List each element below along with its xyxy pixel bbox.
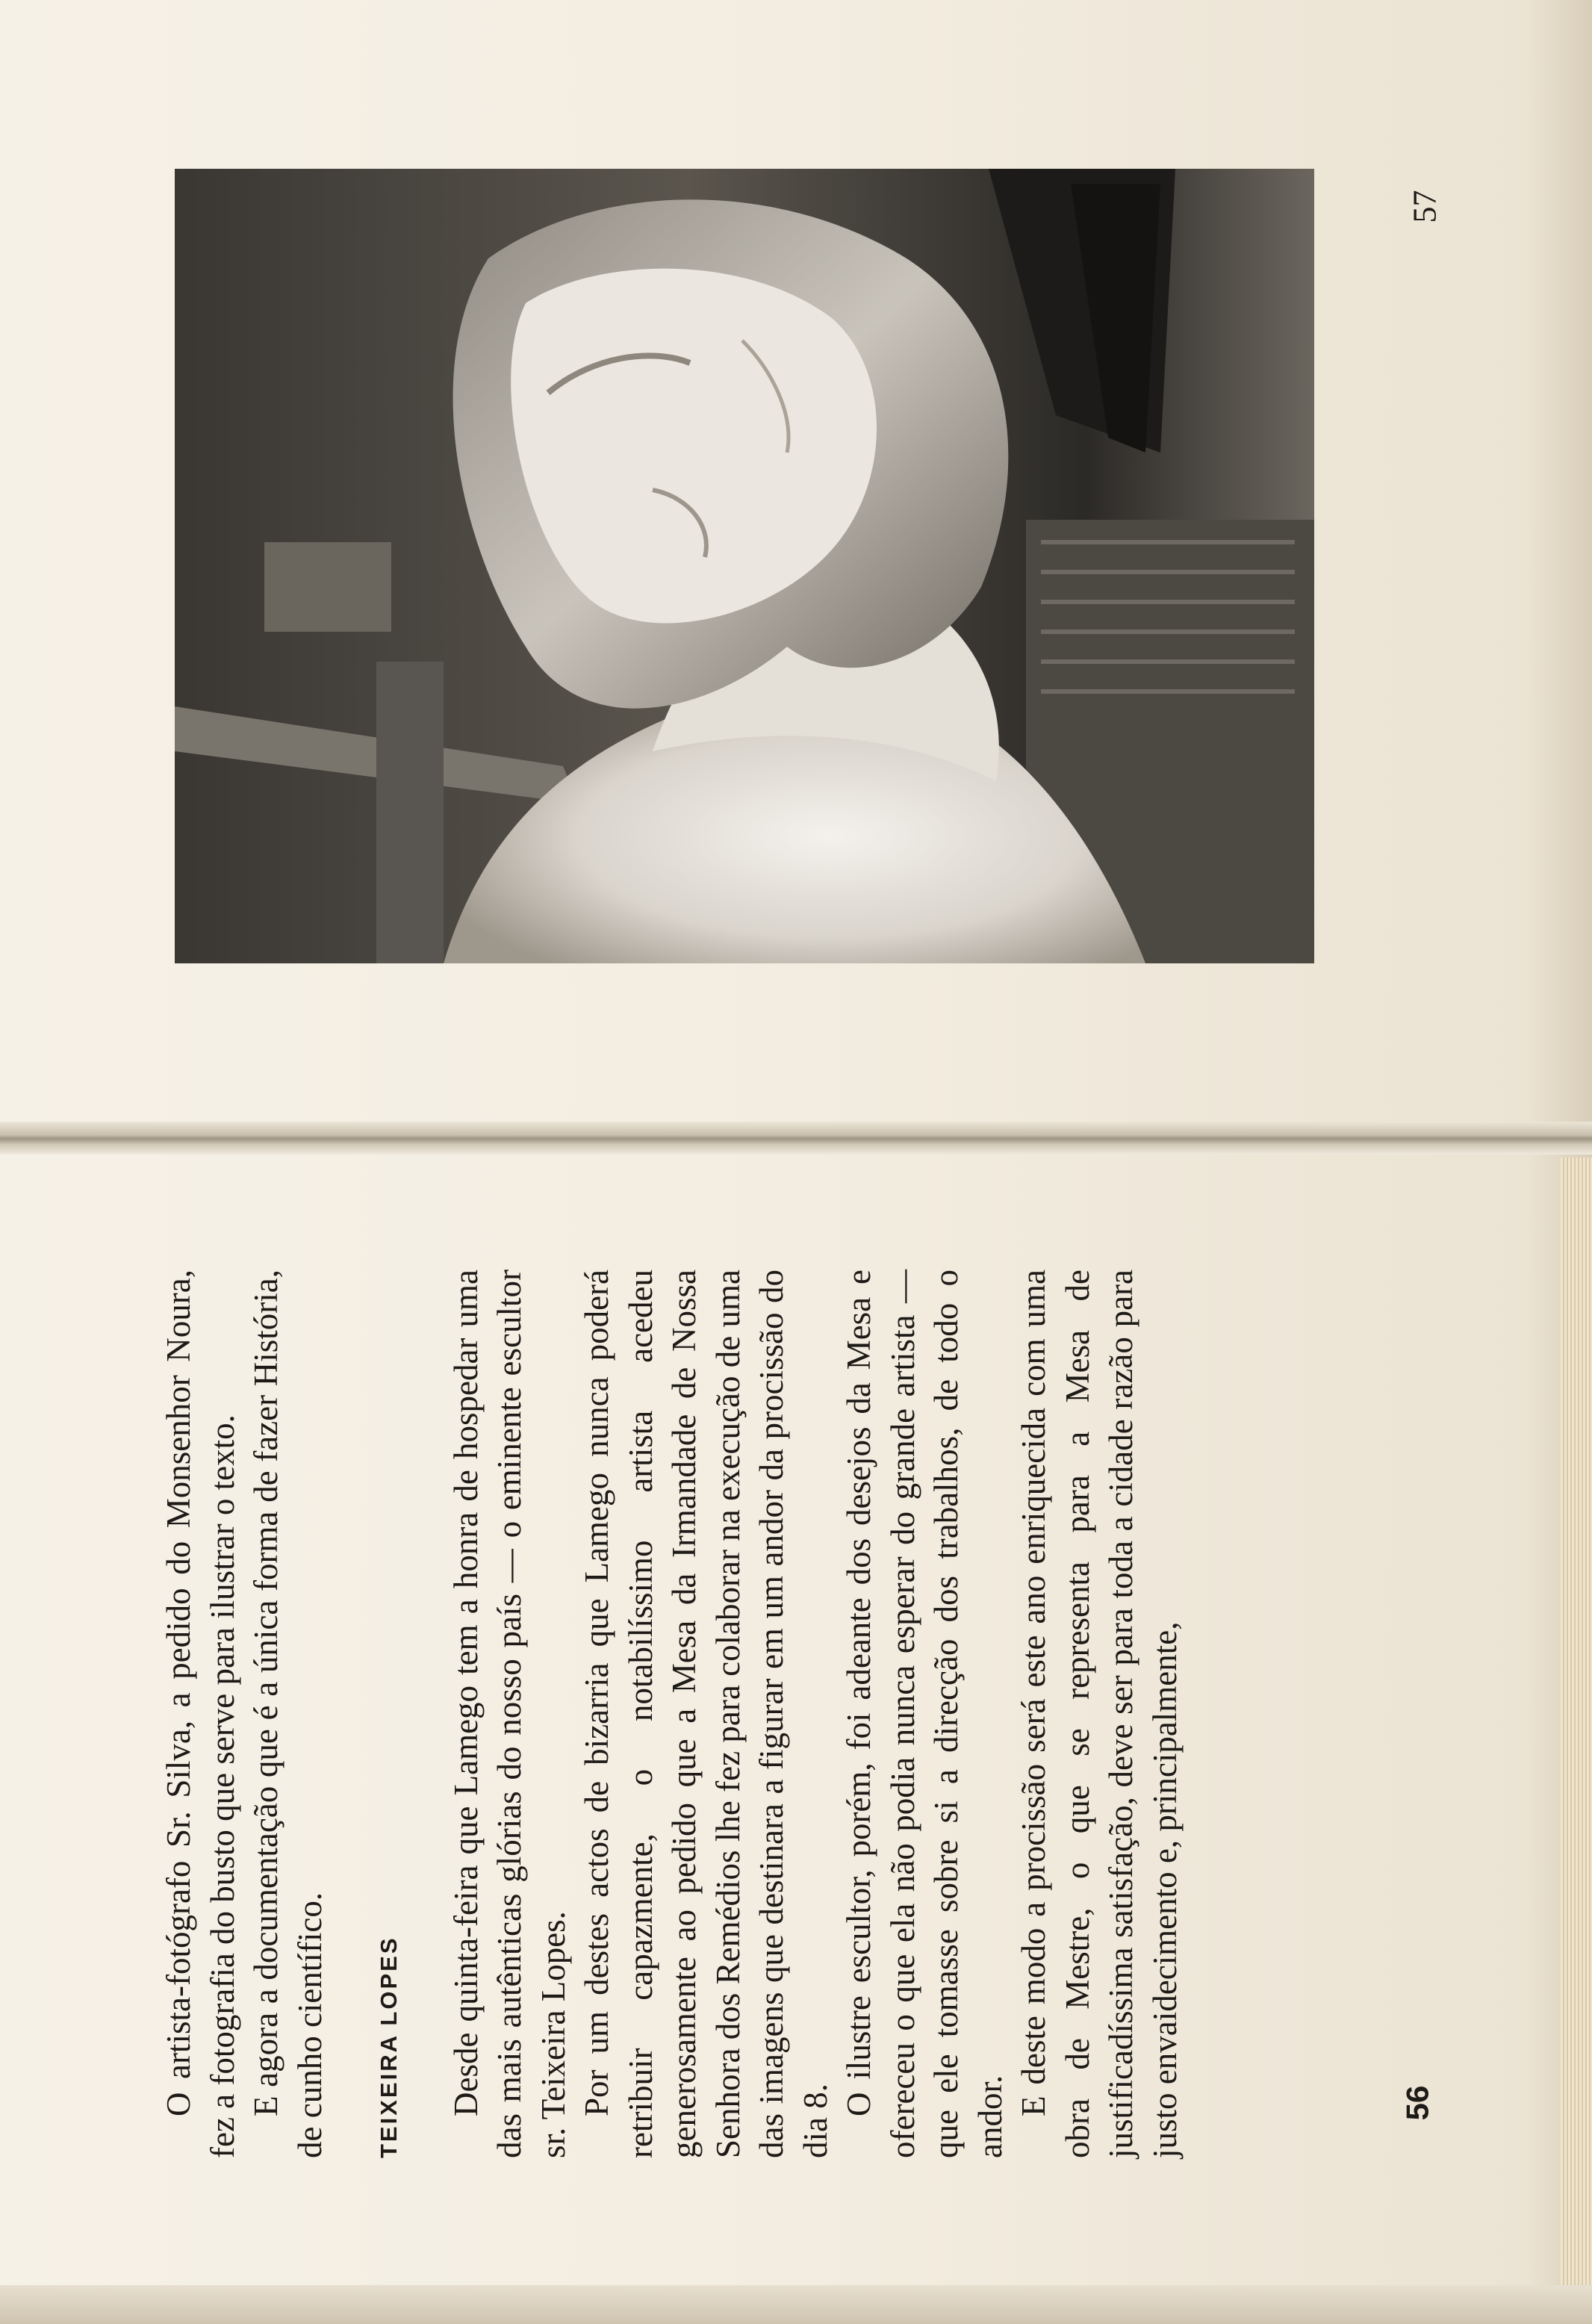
section-heading: TEIXEIRA LOPES bbox=[376, 1936, 402, 2158]
book-spine-fold bbox=[0, 1122, 1592, 1155]
body-paragraph: O ilustre escultor, porém, foi adeante dos desejos da Mesa e ofereceu o que ela não podia nunca esperar do grande artista — que ele tomasse sobre si a direcção dos trabalhos, de todo o andor. bbox=[840, 1270, 1009, 2158]
body-paragraph: Por um destes actos de bizarria que Lamego nunca poderá retribuir capazmente, o notabilíssimo artista acedeu generosamente ao pedido que a Mesa da Irmandade de Nossa Senhora dos Remédios lhe fez para colaborar na execução de uma das imagens que destinara a figurar em um andor da procissão do dia 8. bbox=[578, 1270, 834, 2158]
page-number-56 bbox=[1387, 2066, 1447, 2140]
intro-paragraph: E agora a documentação que é a única forma de fazer História, de cunho científico. bbox=[247, 1270, 329, 2158]
bust-photograph-image bbox=[175, 169, 1314, 963]
page-number-57 bbox=[1395, 176, 1455, 236]
intro-paragraph: O artista-fotógrafo Sr. Silva, a pedido do Monsenhor Noura, fez a fotografia do busto que serve para ilustrar o texto. bbox=[160, 1270, 241, 2158]
page-56-text-column bbox=[157, 1270, 1411, 2158]
body-paragraph: Desde quinta-feira que Lamego tem a honra de hospedar uma das mais autênticas glórias do nosso país — o eminente escultor sr. Teixeira Lopes. bbox=[447, 1270, 572, 2158]
page-edge-bottom bbox=[0, 2285, 1592, 2324]
page-number-text: 57 bbox=[1406, 190, 1443, 223]
page-number-text: 56 bbox=[1399, 2085, 1434, 2121]
body-paragraph: E deste modo a procissão será este ano enriquecida com uma obra de Mestre, o que se representa para a Mesa de justificadíssima satisfação, deve ser para toda a cidade razão para justo envaidecimento e, principalmente, bbox=[1015, 1270, 1184, 2158]
page-57 bbox=[0, 0, 1592, 1122]
bust-photograph bbox=[175, 169, 1314, 963]
